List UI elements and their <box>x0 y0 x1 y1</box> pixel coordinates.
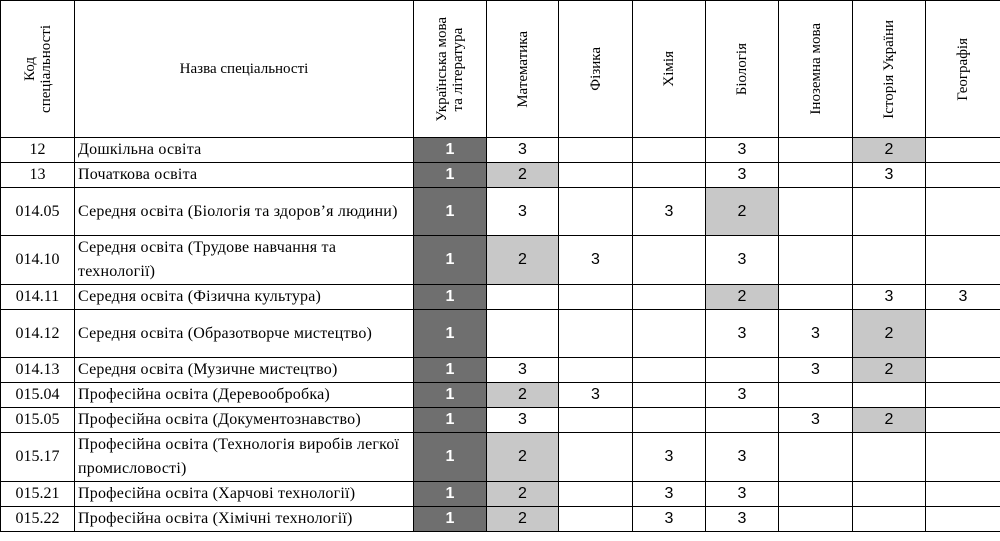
table-row <box>1 188 1000 236</box>
specialty-name-cell: Професійна освіта (Харчові технології) <box>75 482 414 507</box>
subject-header-label: Українська мова та література <box>434 16 466 122</box>
priority-cell <box>853 236 926 285</box>
priority-cell: 3 <box>487 358 559 383</box>
priority-cell: 1 <box>414 408 487 433</box>
specialty-name-cell: Дошкільна освіта <box>75 138 414 163</box>
priority-cell: 3 <box>633 482 706 507</box>
priority-cell: 1 <box>414 188 487 236</box>
priority-cell <box>853 188 926 236</box>
priority-cell: 1 <box>414 138 487 163</box>
priority-cell: 3 <box>706 138 779 163</box>
subject-header-history <box>853 1 926 138</box>
priority-cell <box>926 482 1000 507</box>
priority-cell: 2 <box>853 358 926 383</box>
priority-cell <box>853 433 926 482</box>
table-row <box>1 138 1000 163</box>
priority-cell: 3 <box>706 507 779 532</box>
table-row <box>1 310 1000 358</box>
priority-cell: 3 <box>853 285 926 310</box>
priority-cell <box>926 433 1000 482</box>
priority-cell <box>559 163 633 188</box>
specialty-name-cell: Середня освіта (Фізична культура) <box>75 285 414 310</box>
priority-cell <box>559 285 633 310</box>
priority-cell: 3 <box>853 163 926 188</box>
priority-cell: 3 <box>487 188 559 236</box>
priority-cell: 1 <box>414 236 487 285</box>
subject-header-physics <box>559 1 633 138</box>
priority-cell <box>559 507 633 532</box>
priority-cell <box>926 408 1000 433</box>
priority-cell <box>633 358 706 383</box>
priority-cell: 3 <box>706 383 779 408</box>
subject-header-label: Математика <box>514 30 531 108</box>
table-row <box>1 358 1000 383</box>
specialty-name-cell: Середня освіта (Трудове навчання та технології) <box>75 236 414 285</box>
table-row <box>1 285 1000 310</box>
table-row <box>1 433 1000 482</box>
priority-cell: 1 <box>414 358 487 383</box>
table-row <box>1 163 1000 188</box>
priority-cell <box>779 285 853 310</box>
priority-cell: 3 <box>706 236 779 285</box>
priority-cell: 3 <box>633 188 706 236</box>
priority-cell <box>633 285 706 310</box>
table-body <box>1 138 1000 532</box>
priority-cell <box>559 310 633 358</box>
priority-cell: 3 <box>779 408 853 433</box>
priority-cell: 3 <box>926 285 1000 310</box>
specialty-name-cell: Середня освіта (Біологія та здоров’я людини) <box>75 188 414 236</box>
specialty-name-cell: Початкова освіта <box>75 163 414 188</box>
name-column-header <box>75 1 414 138</box>
header-row <box>1 1 1000 138</box>
specialty-code-cell: 13 <box>1 163 75 188</box>
specialty-code-cell: 015.05 <box>1 408 75 433</box>
priority-cell: 3 <box>559 236 633 285</box>
priority-cell: 1 <box>414 433 487 482</box>
specialty-code-cell: 014.10 <box>1 236 75 285</box>
priority-cell <box>926 310 1000 358</box>
priority-cell: 2 <box>853 310 926 358</box>
priority-cell <box>926 507 1000 532</box>
table-row <box>1 236 1000 285</box>
priority-cell <box>706 408 779 433</box>
priority-cell: 1 <box>414 482 487 507</box>
subject-header-chemistry <box>633 1 706 138</box>
subject-header-geography <box>926 1 1000 138</box>
priority-cell <box>926 188 1000 236</box>
table-row <box>1 507 1000 532</box>
priority-cell <box>853 507 926 532</box>
subject-header-math <box>487 1 559 138</box>
priority-cell <box>926 138 1000 163</box>
priority-cell: 2 <box>487 482 559 507</box>
specialty-code-cell: 015.17 <box>1 433 75 482</box>
priority-cell: 3 <box>633 433 706 482</box>
priority-cell <box>853 383 926 408</box>
code-column-header <box>1 1 75 138</box>
specialty-code-cell: 015.22 <box>1 507 75 532</box>
priority-cell: 1 <box>414 507 487 532</box>
priority-cell <box>706 358 779 383</box>
priority-cell <box>779 433 853 482</box>
priority-cell <box>779 188 853 236</box>
priority-cell: 3 <box>779 358 853 383</box>
priority-cell <box>487 310 559 358</box>
priority-cell: 3 <box>633 507 706 532</box>
specialty-name-cell: Професійна освіта (Документознавство) <box>75 408 414 433</box>
priority-cell <box>633 383 706 408</box>
specialty-name-cell: Середня освіта (Музичне мистецтво) <box>75 358 414 383</box>
subject-header-biology <box>706 1 779 138</box>
priority-cell <box>926 358 1000 383</box>
priority-cell: 3 <box>706 163 779 188</box>
priority-cell <box>779 138 853 163</box>
priority-cell: 3 <box>779 310 853 358</box>
priority-cell: 1 <box>414 310 487 358</box>
specialty-code-cell: 014.11 <box>1 285 75 310</box>
table-row <box>1 408 1000 433</box>
priority-cell <box>633 138 706 163</box>
priority-cell <box>559 433 633 482</box>
priority-cell: 2 <box>706 285 779 310</box>
specialty-code-cell: 014.13 <box>1 358 75 383</box>
subject-header-label: Хімія <box>661 51 677 87</box>
priority-cell: 2 <box>487 236 559 285</box>
priority-cell <box>633 236 706 285</box>
priority-cell <box>559 358 633 383</box>
priority-cell <box>633 163 706 188</box>
priority-cell: 3 <box>706 433 779 482</box>
priority-cell: 2 <box>853 138 926 163</box>
subject-header-ukrainian <box>414 1 487 138</box>
priority-cell <box>633 310 706 358</box>
specialty-name-cell: Середня освіта (Образотворче мистецтво) <box>75 310 414 358</box>
priority-cell: 3 <box>706 310 779 358</box>
specialty-code-cell: 015.21 <box>1 482 75 507</box>
subject-header-label: Географія <box>955 37 971 101</box>
priority-cell: 2 <box>706 188 779 236</box>
priority-cell <box>779 236 853 285</box>
subject-header-foreign-language <box>779 1 853 138</box>
specialty-code-cell: 015.04 <box>1 383 75 408</box>
priority-cell: 2 <box>487 163 559 188</box>
priority-cell <box>779 507 853 532</box>
priority-cell: 3 <box>487 408 559 433</box>
subject-header-label: Іноземна мова <box>807 23 824 115</box>
priority-cell <box>779 163 853 188</box>
priority-cell <box>926 383 1000 408</box>
table-row <box>1 482 1000 507</box>
specialty-code-cell: 014.05 <box>1 188 75 236</box>
subject-header-label: Фізика <box>587 47 604 91</box>
priority-cell <box>487 285 559 310</box>
priority-cell <box>926 163 1000 188</box>
specialty-name-cell: Професійна освіта (Хімічні технології) <box>75 507 414 532</box>
subject-header-label: Біологія <box>734 42 750 96</box>
priority-cell: 1 <box>414 285 487 310</box>
priority-cell <box>779 482 853 507</box>
priority-cell <box>633 408 706 433</box>
priority-cell: 2 <box>853 408 926 433</box>
subject-header-label: Історія України <box>881 19 897 119</box>
priority-cell: 2 <box>487 383 559 408</box>
priority-cell: 2 <box>487 507 559 532</box>
priority-cell: 3 <box>487 138 559 163</box>
priority-cell: 3 <box>706 482 779 507</box>
priority-cell <box>779 383 853 408</box>
priority-cell <box>559 188 633 236</box>
priority-cell <box>926 236 1000 285</box>
priority-cell: 2 <box>487 433 559 482</box>
specialty-name-cell: Професійна освіта (Технологія виробів легкої промисловості) <box>75 433 414 482</box>
priority-cell <box>559 408 633 433</box>
specialty-code-cell: 12 <box>1 138 75 163</box>
code-header-label: Код спеціальності <box>21 25 54 113</box>
priority-cell: 1 <box>414 383 487 408</box>
priority-cell <box>853 482 926 507</box>
name-header-label: Назва спеціальності <box>179 60 309 77</box>
specialty-name-cell: Професійна освіта (Деревообробка) <box>75 383 414 408</box>
priority-cell <box>559 482 633 507</box>
priority-cell <box>559 138 633 163</box>
priority-cell: 3 <box>559 383 633 408</box>
table-row <box>1 383 1000 408</box>
priority-cell: 1 <box>414 163 487 188</box>
specialty-code-cell: 014.12 <box>1 310 75 358</box>
